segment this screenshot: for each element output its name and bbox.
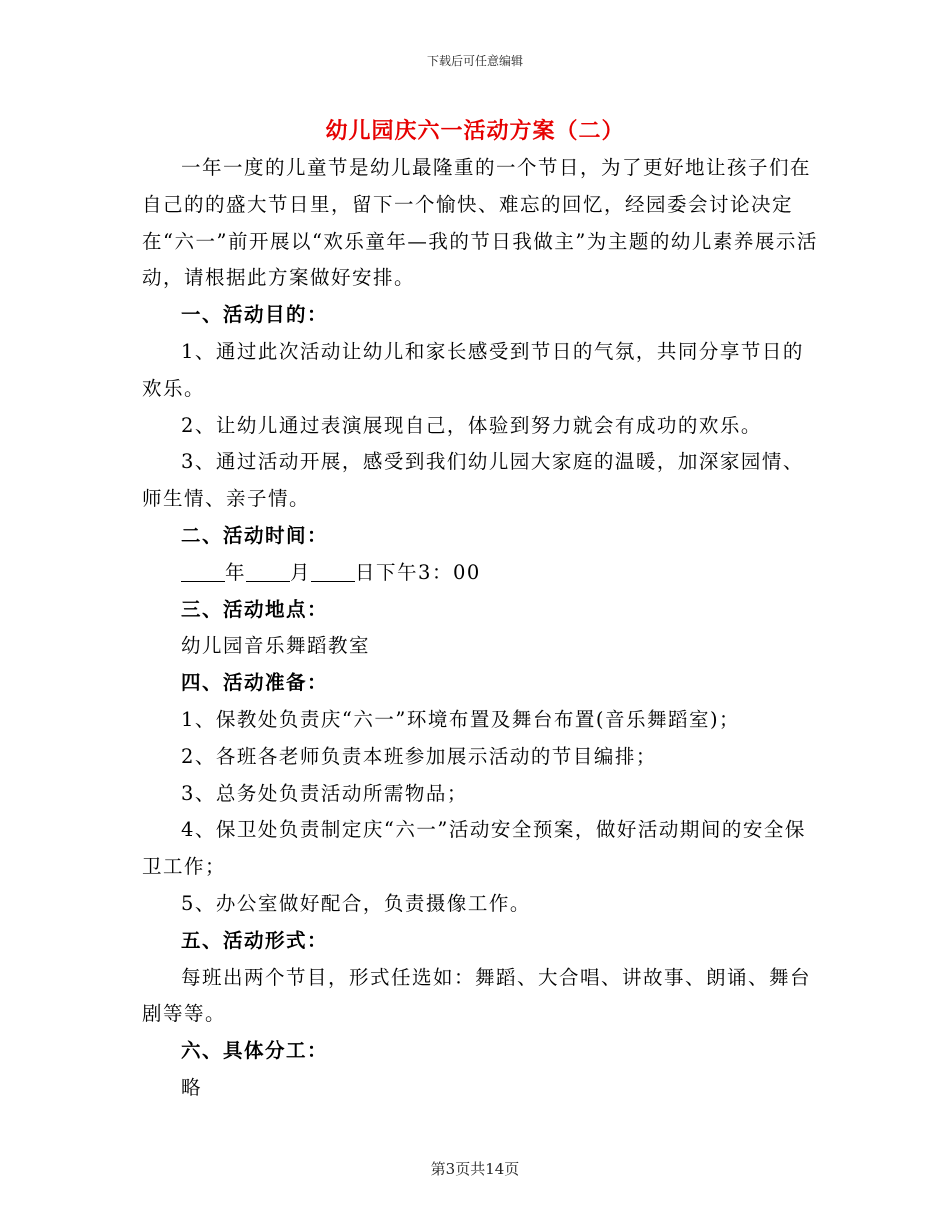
section-heading-preparation: 四、活动准备： <box>181 671 329 695</box>
purpose-item: 3、通过活动开展，感受到我们幼儿园大家庭的温暖，加深家园情、师生情、亲子情。 <box>142 450 804 511</box>
section-heading-division: 六、具体分工： <box>181 1039 329 1063</box>
page-footer: 第3页共14页 <box>430 1160 520 1178</box>
preparation-item: 4、保卫处负责制定庆“六一”活动安全预案，做好活动期间的安全保卫工作； <box>142 818 806 879</box>
day-time-label: 日下午3：00 <box>355 560 481 584</box>
section-heading-format: 五、活动形式： <box>181 928 329 952</box>
year-label: 年 <box>225 560 247 584</box>
month-label: 月 <box>290 560 312 584</box>
month-blank <box>246 559 290 582</box>
format-text: 每班出两个节目，形式任选如：舞蹈、大合唱、讲故事、朗诵、舞台剧等等。 <box>142 965 812 1026</box>
section-heading-location: 三、活动地点： <box>181 597 329 621</box>
document-title: 幼儿园庆六一活动方案（二） <box>325 118 625 144</box>
day-blank <box>311 559 355 582</box>
preparation-item: 2、各班各老师负责本班参加展示活动的节目编排； <box>181 744 657 768</box>
time-line <box>142 555 822 592</box>
preparation-item: 5、办公室做好配合，负责摄像工作。 <box>181 891 531 915</box>
purpose-item: 1、通过此次活动让幼儿和家长感受到节日的气氛，共同分享节日的欢乐。 <box>142 339 804 400</box>
location-text: 幼儿园音乐舞蹈教室 <box>181 634 371 658</box>
preparation-item: 3、总务处负责活动所需物品； <box>181 781 468 805</box>
document-body <box>142 150 822 1107</box>
year-blank <box>181 559 225 582</box>
section-heading-time: 二、活动时间： <box>181 523 329 547</box>
division-text: 略 <box>181 1075 203 1099</box>
page-header: 下载后可任意编辑 <box>426 54 523 68</box>
purpose-item: 2、让幼儿通过表演展现自己，体验到努力就会有成功的欢乐。 <box>181 413 762 437</box>
section-heading-purpose: 一、活动目的： <box>181 303 329 327</box>
intro-paragraph: 一年一度的儿童节是幼儿最隆重的一个节日，为了更好地让孩子们在自己的的盛大节日里，留下一个愉快、难忘的回忆，经园委会讨论决定在“六一”前开展以“欢乐童年—我的节日我做主”为主题的幼儿素养展示活动，请根据此方案做好安排。 <box>142 156 818 290</box>
preparation-item: 1、保教处负责庆“六一”环境布置及舞台布置(音乐舞蹈室)； <box>181 707 741 731</box>
